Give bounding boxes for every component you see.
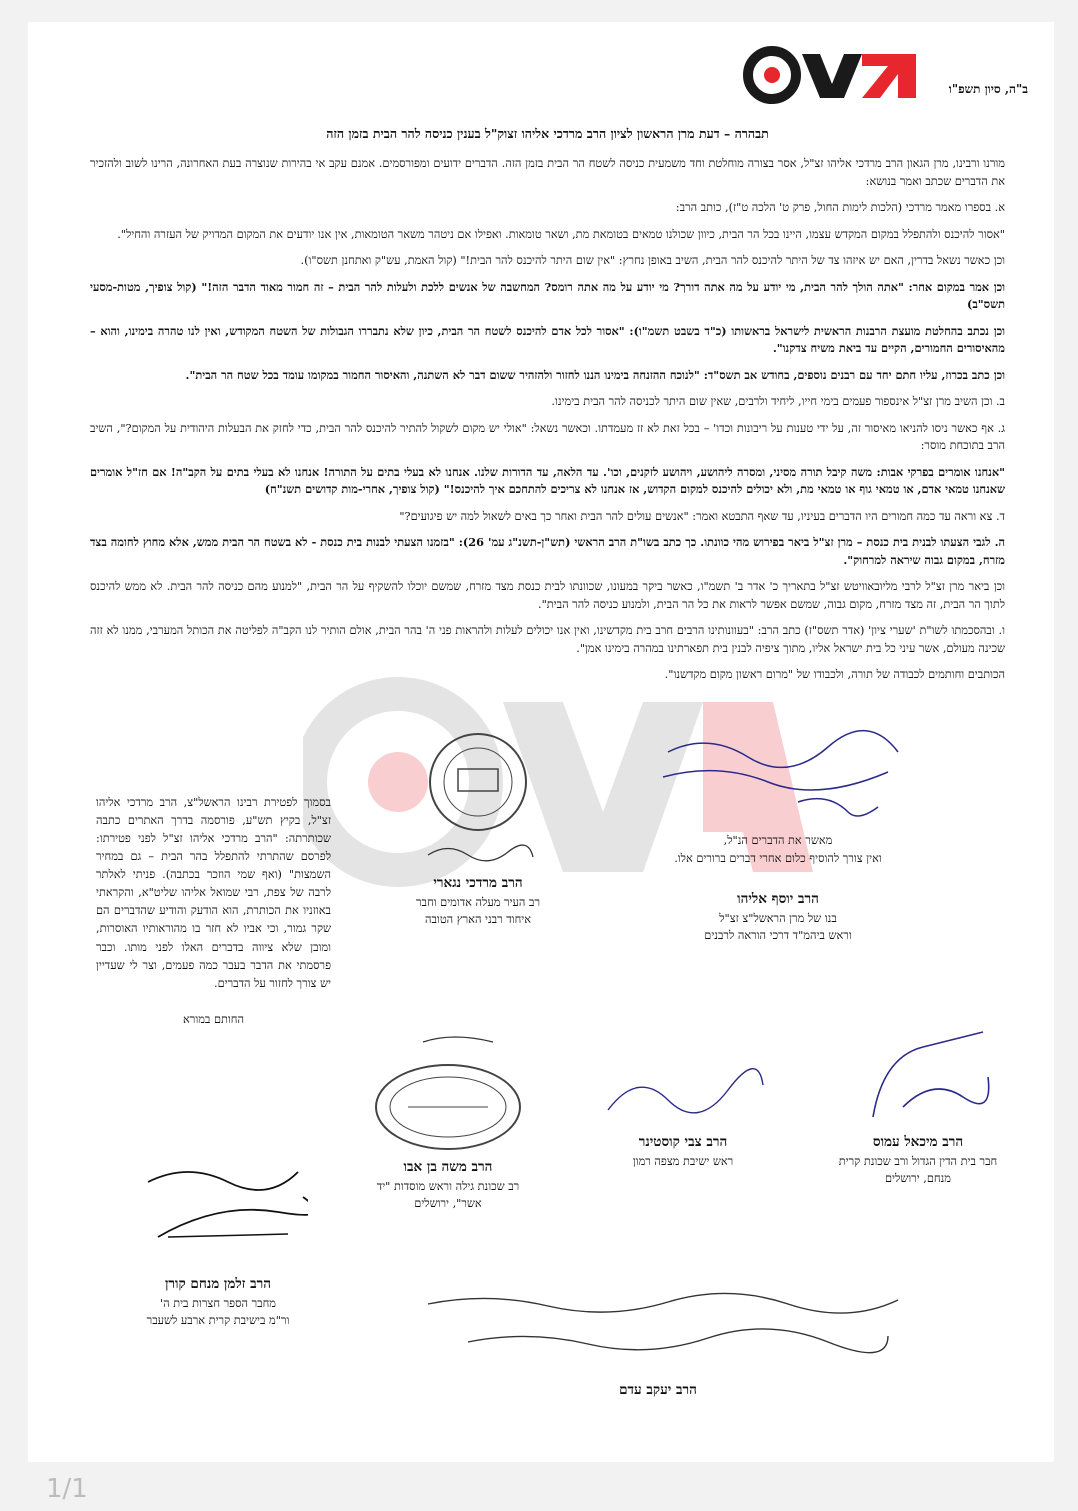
- paragraph-a3: וכן אמר במקום אחר: "אתה הולך להר הבית, מי יודע על מה אתה דורך? מי יודע על מה אתה רומס? המחשבה של אנשים ללכת ולעלות להר הבית – זה חמור מאוד הדבר הזה!" (קול צופיך, מטות-מסעי תשס"ב): [90, 279, 1005, 312]
- document-page: [28, 22, 1054, 1462]
- handwritten-note-adam: [408, 1284, 908, 1366]
- side-note-sign: החותם במורא: [183, 1012, 244, 1026]
- page-indicator: 1/1: [46, 1474, 88, 1504]
- paragraph-a2: וכן כאשר נשאל בדרין, האם יש איזהו צד של היתר להיכנס להר הבית, השיב באופן נחרץ: "אין שום היתר להיכנס להר הבית!" (קול האמת, עש"ק ואתחנן תשס"ו).: [300, 254, 1005, 268]
- signature-block-benabu: [333, 1027, 563, 1213]
- handwritten-signature-eliyahu: [648, 722, 908, 832]
- stamp-nagari: [423, 727, 533, 837]
- signer-title-koren-2: ור"מ בישיבת קרית ארבע לשעבר: [146, 1314, 290, 1328]
- signer-name-eliyahu: הרב יוסף אליהו: [737, 891, 819, 907]
- signature-block-amos: [803, 1017, 1033, 1188]
- signer-name-amos: הרב מיכאל עמוס: [872, 1134, 964, 1150]
- signature-block-kostiner: [588, 1050, 778, 1170]
- signer-name-adam: הרב יעקב עדם: [619, 1382, 697, 1398]
- signatures-area: [28, 22, 1054, 1462]
- paragraph-a5: וכן כתב בכרוז, עליו חתם יחד עם רבנים נוספים, בחודש אב תשס"ד: "לנוכח ההזנחה בימינו הננו לחזור ולהזהיר ששום דבר לא השתנה, והאיסור החמור במקומו עומד בכל שטח הר הבית".: [185, 367, 1005, 382]
- approval-line-1: מאשר את הדברים הנ"ל,: [723, 834, 833, 847]
- paragraph-a4: וכן נכתב בהחלטת מועצת הרבנות הראשית לישראל בראשותו (כ"ד בשבט תשמ"ו): "אסור לכל אדם להיכנס לשטח הר הבית, כיון שלא נתבררו הגבולות של השטח המקודש, ואין לנו טהרה בימינו, והוא – מהאיסורים החמורים, הקיים עד ביאת משיח צדקנו".: [90, 323, 1005, 356]
- paragraph-c: ג. אף כאשר ניסו להניאו מאיסור זה, על ידי טענות על ריבונות וכדו' – בכל זאת לא זז מעמדתו. וכאשר נשאל: "אולי יש מקום לשקול להתיר להיכנס להר הבית, כדי לחזק את הבעלות היהודית על המקום?", השיב הרב בתוכחת מוסר:: [90, 421, 1005, 453]
- quote-a: "אסור להיכנס ולהתפלל במקום המקדש עצמו, היינו בכל הר הבית, כיוון שכולנו טמאים בטומאת מת, ושאר טומאות. ואפילו אם ניטהר משאר הטומאות, אין אנו יודעים את המקום המדויק של העזרה והחיל".: [117, 227, 1005, 241]
- paragraph-h: ה. לגבי הצעתו לבנית בית כנסת – מרן זצ"ל ביאר בפירוש מהי כוונתו. כך כתב בשו"ת הרב הראשי (תש"ן-תשנ"ג עמ' 26): "בזמנו הצעתי לבנות בית כנסת - לא בשטח הר הבית ממש, אלא מחוץ לחומה בצד מזרח, במקום גבוה שיראה למרחוק".: [90, 535, 1005, 567]
- signer-title-kostiner-1: ראש ישיבת מצפה רמון: [632, 1154, 734, 1168]
- paragraph-h2: וכן ביאר מרן זצ"ל לרבי מליובאוויטש זצ"ל בתאריך כ' אדר ב' תשמ"ו, כאשר ביקר במעונו, שכוונתו לבית כנסת מצד מזרח, שמשם יוכלו להשקיף על הר הבית, "למנוע מהם כניסה להר הבית. לא ממש להיכנס לתוך הר הבית, זה מצד מזרח, מקום גבוה, שמשם אפשר לראות את כל הר הבית, ולמנוע כניסה להר הבית".: [90, 580, 1005, 611]
- signer-name-nagari: הרב מרדכי נגארי: [433, 875, 523, 891]
- approval-line-2: ואין צורך להוסיף כלום אחרי דברים ברורים אלו.: [674, 851, 882, 865]
- signer-title-nagari-1: רב העיר מעלה אדומים וחבר: [415, 895, 540, 909]
- signer-name-benabu: הרב משה בן אבו: [403, 1159, 493, 1175]
- signer-title-amos-2: מנחם, ירושלים: [885, 1172, 951, 1186]
- handwritten-signature-amos: [843, 1017, 993, 1132]
- signature-block-nagari: [368, 727, 588, 929]
- signer-title-benabu-2: אשר", ירושלים: [414, 1197, 482, 1211]
- signer-name-koren: הרב זלמן מנחם קורן: [164, 1276, 272, 1292]
- paragraph-a: א. בספרו מאמר מרדכי (הלכות לימות החול, פרק ט' הלכה ט"ז), כותב הרב:: [675, 201, 1005, 215]
- signer-title-nagari-2: איחוד רבני הארץ הטובה: [424, 913, 532, 927]
- letter-title: תבהרה – דעת מרן הראשון לציון הרב מרדכי אליהו זצוק"ל בענין כניסה להר הבית בזמן הזה: [326, 126, 769, 141]
- paragraph-d: ד. צא וראה עד כמה חמורים היו הדברים בעיניו, עד שאף התבטא ואמר: "אנשים עולים להר הבית ואחר כך באים לשאול למה יש פיגועים?": [399, 509, 1005, 523]
- closing-line: הכותבים וחותמים לכבודה של תורה, ולכבודו של "מרום ראשון מקום מקדשנו".: [664, 668, 1005, 682]
- signer-title-eliyahu-1: בנו של מרן הראשל"צ זצ"ל: [719, 911, 837, 925]
- dateline: ב"ה, סיון תשפ"ו: [948, 82, 1028, 96]
- handwritten-signature-koren: [128, 1142, 308, 1252]
- quote-c: "אנחנו אומרים בפרקי אבות: משה קיבל תורה מסיני, ומסרה ליהושע, ויהושע לזקנים, וכו'. עד הלאה, עד הדורות שלנו. אנחנו לא בעלי בתים על התורה! אנחנו לא בעלי בתים על הקב"ה! אם חז"ל אומרים שאנחנו טמאי אדם, או טמאי גוף או טמאי מת, ולא יכולים להיכנס למקום הקדוש, אז אנחנו לא צריכים להתחכם איך להיכנס!" (קול צופיך, אחרי-מות קדושים תשנ"ח): [90, 464, 1005, 497]
- signature-block-adam: [398, 1284, 918, 1401]
- signature-block-koren: [98, 1142, 338, 1330]
- paragraph-v: ו. ובהסכמתו לשו"ת 'שערי ציון' (אדר תשס"ז) כתב הרב: "בעוונותינו הרבים חרב בית מקדשינו, ואין אנו יכולים לעלות ולהראות פני ה' בהר הבית, אולם הותיר לנו הקב"ה לפליטה את הכותל המערבי, ממנו לא זזה שכינה מעולם, אשר עיני כל בית ישראל אליו, מתוך ציפיה לבנין בית תפארתינו במהרה בימינו אמן".: [90, 624, 1005, 655]
- handwritten-signature-nagari: [418, 837, 538, 865]
- stamp-benabu: [363, 1027, 533, 1157]
- signer-title-amos-1: חבר בית הדין הגדול ורב שכונת קרית: [838, 1154, 998, 1168]
- signer-title-benabu-1: רב שכונת גילה וראש מוסדות "יד: [376, 1179, 520, 1193]
- signature-block-eliyahu: [628, 722, 928, 945]
- side-note-text: בסמוך לפטירת רבינו הראשל"צ, הרב מרדכי אליהו זצ"ל, בקיץ תש"ע, פורסמה בדרך האתרים כתבה שכותרתה: "הרב מרדכי אליהו זצ"ל לפני פטירתו: לפרסם שהתרתי להתפלל בהר הבית – גם במחיר השמצות" (ואף שמי הוזכר בכתבה). פניתי לאלתר לרבה של צפת, רבי שמואל אליהו שליט"א, והקראתי באוזניו את הכותרת, הוא הודעק והודיע שהדברים הם שקר גמור, וכי אביו לא חזר בו מהוראותיו האוסרות, ומובן שלא ציווה בדברים האלו לפני מותו. וכבר פרסמתי את הדבר בעבר כמה פעמים, וצר לי שעדיין יש צורך לחזור על הדברים.: [96, 796, 331, 990]
- signer-title-koren-1: מחבר הספר חצרות בית ה': [160, 1296, 276, 1310]
- paragraph-intro: מורנו ורבינו, מרן הגאון הרב מרדכי אליהו זצ"ל, אסר בצורה מוחלטת וחד משמעית כניסה לשטח הר הבית בזמן הזה. הדברים ידועים ומפורסמים. אמנם עקב אי בהירות שנוצרה בעת האחרונה, הרינו לשוב ולהזכיר את הדברים שכתב ואמר בנושא:: [90, 157, 1005, 188]
- signer-name-kostiner: הרב צבי קוסטינר: [638, 1134, 728, 1150]
- signer-title-eliyahu-2: וראש ביהמ"ד דרכי הוראה לרבנים: [704, 929, 852, 943]
- paragraph-b: ב. וכן השיב מרן זצ"ל אינספור פעמים בימי חייו, ליחיד ולרבים, שאין שום היתר לכניסה להר הבית בימינו.: [551, 395, 1005, 409]
- handwritten-signature-kostiner: [598, 1050, 768, 1132]
- side-note: [96, 794, 331, 1029]
